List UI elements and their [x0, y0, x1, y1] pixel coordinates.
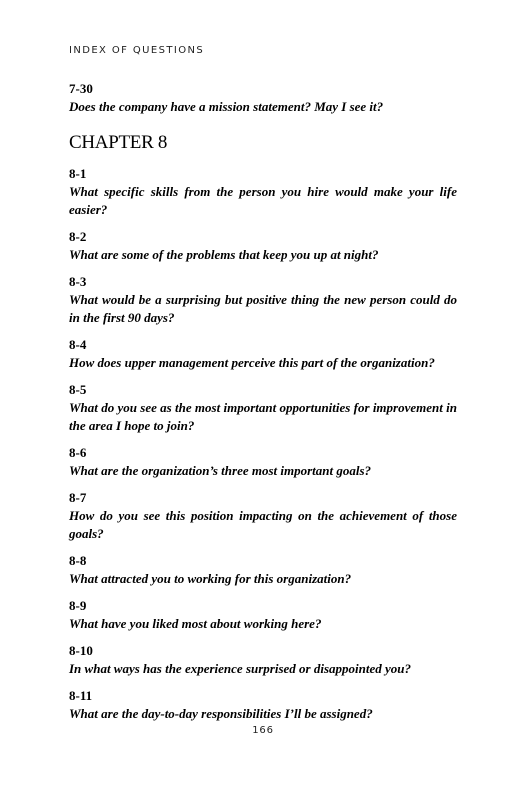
question-text: Does the company have a mission statement? May I see it? — [69, 99, 384, 114]
question-number: 8-10 — [69, 643, 93, 658]
question-number: 8-5 — [69, 382, 87, 397]
question-entry — [69, 552, 457, 588]
running-head: INDEX OF QUESTIONS — [69, 45, 205, 56]
question-text: In what ways has the experience surprised or disappointed you? — [69, 661, 412, 676]
question-entry — [69, 597, 457, 633]
question-entry — [69, 687, 457, 723]
question-text: How do you see this position impacting on the achievement of those goals? — [69, 508, 457, 541]
question-entry — [69, 381, 457, 435]
question-entry — [69, 642, 457, 678]
question-entry — [69, 273, 457, 327]
question-number: 7-30 — [69, 81, 93, 96]
question-number: 8-1 — [69, 166, 87, 181]
question-number: 8-7 — [69, 490, 87, 505]
question-text: What specific skills from the person you hire would make your life easier? — [69, 184, 457, 217]
question-text: What have you liked most about working here? — [69, 616, 322, 631]
question-number: 8-9 — [69, 598, 87, 613]
page-number: 166 — [252, 725, 274, 736]
question-text: What do you see as the most important opportunities for improvement in the area I hope to join? — [69, 400, 457, 433]
question-entry — [69, 489, 457, 543]
question-number: 8-6 — [69, 445, 87, 460]
question-entry — [69, 80, 457, 116]
question-entry — [69, 336, 457, 372]
question-number: 8-2 — [69, 229, 87, 244]
question-number: 8-8 — [69, 553, 87, 568]
question-text: What are some of the problems that keep you up at night? — [69, 247, 379, 262]
question-text: What are the day-to-day responsibilities I’ll be assigned? — [69, 706, 373, 721]
question-number: 8-3 — [69, 274, 87, 289]
question-number: 8-11 — [69, 688, 93, 703]
question-entry — [69, 165, 457, 219]
question-entry — [69, 444, 457, 480]
chapter-heading: CHAPTER 8 — [69, 132, 168, 153]
question-entry — [69, 228, 457, 264]
question-text: What would be a surprising but positive thing the new person could do in the first 90 days? — [69, 292, 457, 325]
question-text: What are the organization’s three most important goals? — [69, 463, 372, 478]
question-text: What attracted you to working for this organization? — [69, 571, 352, 586]
question-text: How does upper management perceive this part of the organization? — [69, 355, 435, 370]
page-content — [69, 80, 457, 732]
question-number: 8-4 — [69, 337, 87, 352]
